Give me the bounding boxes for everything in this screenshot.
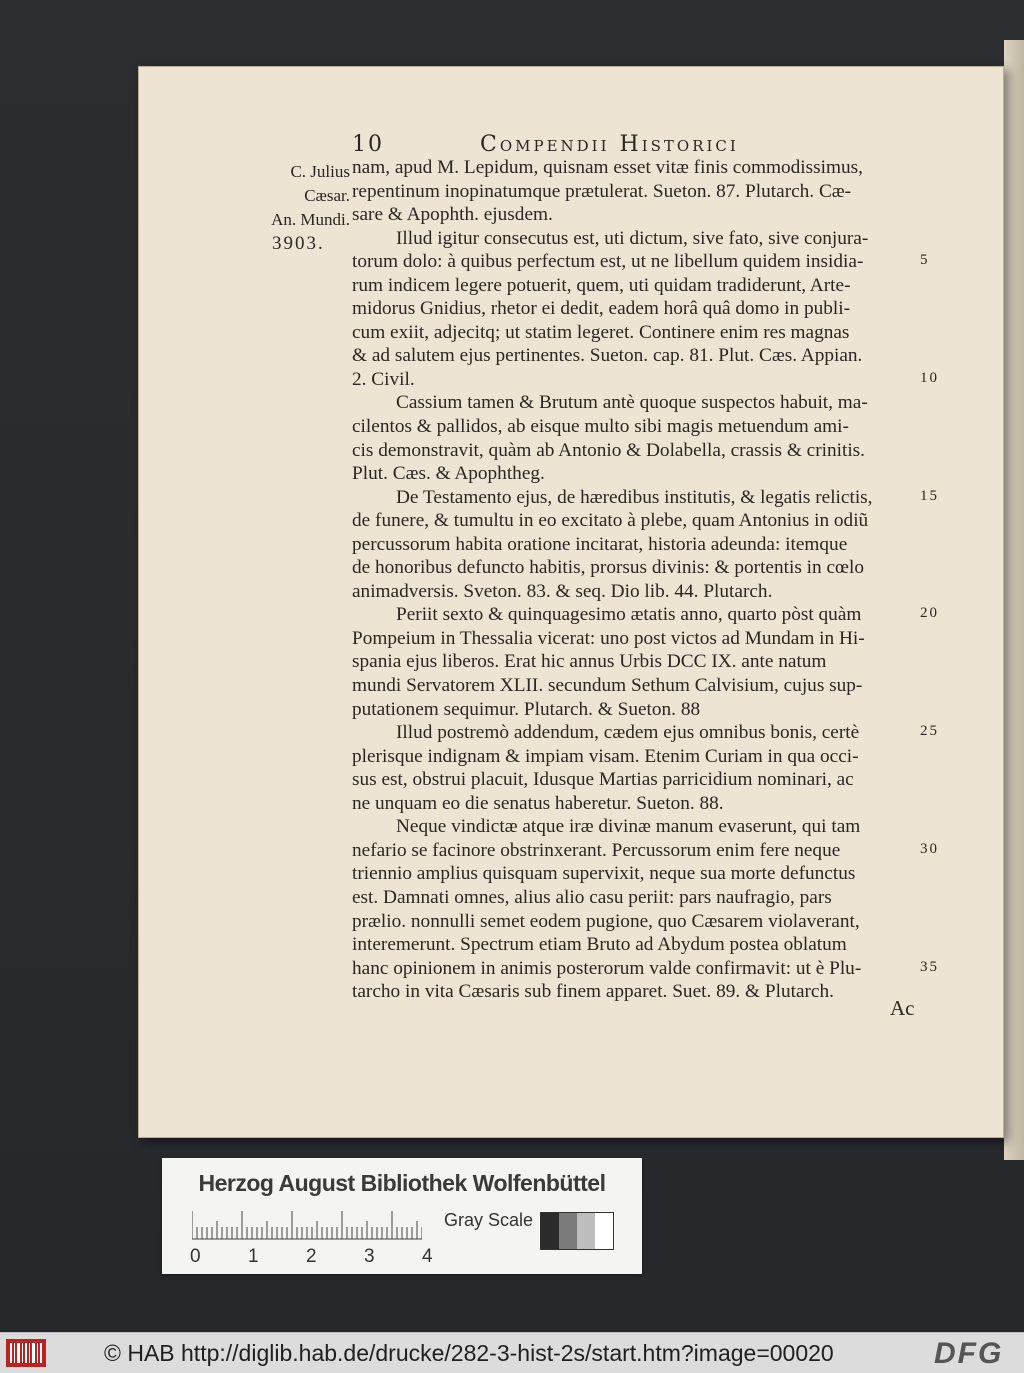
margin-note-year: 3903.: [272, 233, 325, 254]
line-number: 30: [920, 840, 939, 857]
library-name: Herzog August Bibliothek Wolfenbüttel: [198, 1170, 606, 1196]
catchword: Ac: [890, 996, 915, 1020]
text-line: percussorum habita oratione incitarat, historia adeunda: itemque: [352, 533, 848, 555]
text-line: & ad salutem ejus pertinentes. Sueton. cap. 81. Plut. Cæs. Appian.: [352, 345, 863, 367]
line-number-column: [920, 0, 960, 1372]
text-line: mundi Servatorem XLII. secundum Sethum Calvisium, cujus sup-: [352, 675, 863, 697]
text-line: animadversis. Sveton. 83. & seq. Dio lib. 44. Plutarch.: [352, 580, 773, 602]
ruler-number: 2: [306, 1246, 317, 1267]
text-line: repentinum inopinatumque prætulerat. Sueton. 87. Plutarch. Cæ-: [352, 180, 852, 202]
body-text: [352, 156, 922, 1004]
book-edge: [1004, 40, 1024, 1160]
text-line: tarcho in vita Cæsaris sub finem apparet. Suet. 89. & Plutarch.: [352, 981, 834, 1003]
text-line: Pompeium in Thessalia vicerat: uno post victos ad Mundam in Hi-: [352, 627, 865, 649]
running-title: Compendii Historici: [480, 132, 739, 157]
line-number: 20: [920, 605, 939, 622]
text-line: Periit sexto & quinquagesimo ætatis anno, quarto pòst quàm: [396, 604, 862, 626]
gray-swatch: [559, 1213, 577, 1249]
margin-note-line: C. Julius: [290, 162, 350, 181]
ruler-scale: [192, 1210, 422, 1240]
text-line: nefario se facinore obstrinxerant. Percussorum enim fere neque: [352, 839, 841, 861]
text-line: cum exiit, adjecitq; ut statim legeret. Continere enim res magnas: [352, 321, 850, 343]
line-number: 35: [920, 958, 939, 975]
text-line: nam, apud M. Lepidum, quisnam esset vitæ finis commodissimus,: [352, 157, 863, 178]
gray-swatch: [577, 1213, 595, 1249]
text-line: sus est, obstrui placuit, Idusque Martias parricidium nominari, ac: [352, 769, 854, 791]
text-line: interemerunt. Spectrum etiam Bruto ad Abydum postea oblatum: [352, 934, 847, 956]
ruler-number: 0: [190, 1246, 201, 1267]
text-line: putationem sequimur. Plutarch. & Sueton. 88: [352, 698, 701, 720]
text-line: spania ejus liberos. Erat hic annus Urbis DCC IX. ante natum: [352, 651, 827, 673]
gray-scale-swatch: [540, 1212, 614, 1250]
line-number: 25: [920, 723, 939, 740]
margin-note-line: Cæsar.: [304, 186, 350, 205]
text-line: Illud postremò addendum, cædem ejus omnibus bonis, certè: [396, 722, 860, 744]
text-line: ne unquam eo die senatus haberetur. Sueton. 88.: [352, 792, 724, 814]
gray-scale-label: Gray Scale: [444, 1210, 534, 1230]
text-line: De Testamento ejus, de hæredibus institutis, & legatis relictis,: [396, 486, 873, 508]
line-number: 10: [920, 369, 939, 386]
text-line: de funere, & tumultu in eo excitato à plebe, quam Antonius in odiũ: [352, 510, 869, 532]
text-line: prælio. nonnulli semet eodem pugione, quo Cæsarem violaverant,: [352, 910, 860, 932]
ruler-number: 3: [364, 1246, 375, 1267]
text-line: Plut. Cæs. & Apophtheg.: [352, 463, 545, 485]
text-line: est. Damnati omnes, alius alio casu periit: pars naufragio, pars: [352, 886, 832, 908]
ruler-number: 4: [422, 1246, 433, 1267]
text-line: de honoribus defuncto habitis, prorsus divinis: & portentis in cœlo: [352, 557, 864, 579]
color-calibration-card: [162, 1158, 642, 1274]
line-number: 15: [920, 487, 939, 504]
footer-source-link[interactable]: © HAB http://diglib.hab.de/drucke/282-3-hist-2s/start.htm?image=00020: [104, 1340, 834, 1366]
text-line: plerisque indignam & impiam visam. Etenim Curiam in qua occi-: [352, 745, 859, 767]
text-line: torum dolo: à quibus perfectum est, ut ne libellum quidem insidia-: [352, 251, 864, 273]
text-line: hanc opinionem in animis posterorum valde confirmavit: ut è Plu-: [352, 957, 862, 979]
text-line: cis demonstravit, quàm ab Antonio & Dolabella, crassis & crinitis.: [352, 439, 866, 461]
text-line: Neque vindictæ atque iræ divinæ manum evaserunt, qui tam: [396, 816, 861, 838]
text-line: rum indicem legere potuerit, quem, uti quidam tradiderunt, Arte-: [352, 274, 851, 296]
margin-note-line: An. Mundi.: [271, 210, 350, 229]
text-line: 2. Civil.: [352, 368, 415, 390]
footer-bar: [0, 1332, 1024, 1373]
line-number: 5: [920, 252, 930, 269]
text-line: sare & Apophth. ejusdem.: [352, 204, 553, 226]
page-number: 10: [352, 132, 384, 157]
text-line: triennio amplius quisquam supervixit, neque sua morte defunctus: [352, 863, 856, 885]
margin-note: [258, 160, 350, 256]
dfg-logo: DFG: [934, 1337, 1004, 1370]
gray-swatch: [595, 1213, 613, 1249]
text-line: Illud igitur consecutus est, uti dictum, sive fato, sive conjura-: [396, 227, 869, 249]
text-line: cilentos & pallidos, ab eisque multo sibi magis metuendum ami-: [352, 416, 849, 438]
barcode-icon: [6, 1339, 46, 1367]
ruler-numbers: [190, 1246, 450, 1268]
text-line: midorus Gnidius, rhetor ei dedit, eadem horâ quâ domo in publi-: [352, 298, 850, 320]
text-line: Cassium tamen & Brutum antè quoque suspectos habuit, ma-: [396, 392, 868, 414]
ruler-number: 1: [248, 1246, 259, 1267]
gray-swatch: [541, 1213, 559, 1249]
